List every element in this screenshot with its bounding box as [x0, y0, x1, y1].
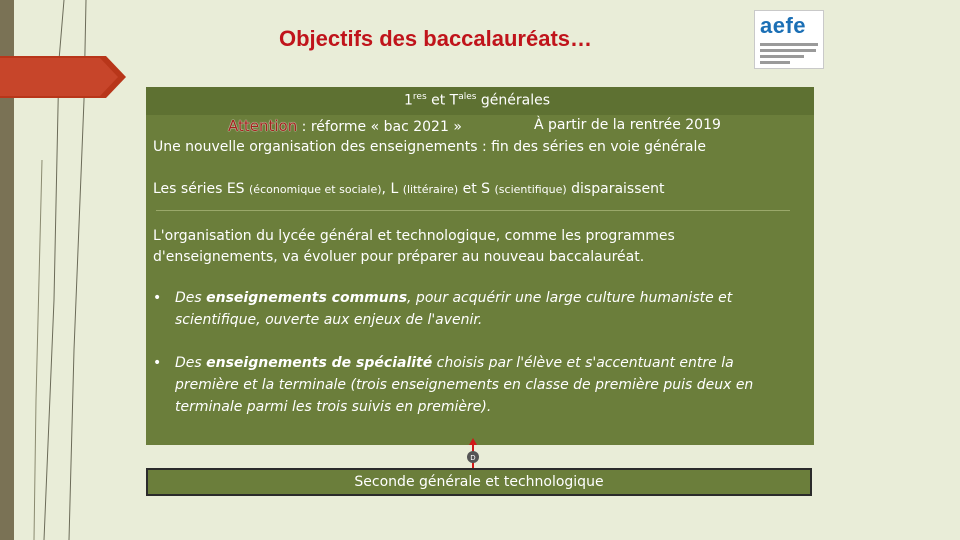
bullet-enseignements-specialite: • Des enseignements de spécialité choisis par l'élève et s'accentuant entre la première et la terminale (trois enseignements en classe de première puis deux en terminale parmi les trois suivis en première).: [153, 352, 793, 418]
attention-label: Attention: [228, 117, 298, 135]
section-heading: 1res et $T^{ales}$ générales: [404, 92, 551, 109]
connector-label: D: [470, 454, 476, 462]
seconde-box: [146, 468, 812, 496]
divider: [156, 210, 790, 211]
reform-date: À partir de la rentrée 2019: [534, 117, 721, 133]
bullet-dot: •: [153, 355, 162, 371]
up-arrow-connector: [466, 438, 480, 468]
orange-arrow-tab: [0, 56, 126, 98]
organisation-line: Une nouvelle organisation des enseignements : fin des séries en voie générale: [153, 139, 706, 155]
aefe-logo: [754, 10, 824, 69]
logo-subtitle-lines: [760, 43, 818, 67]
organisation-paragraph: L'organisation du lycée général et technologique, comme les programmes d'enseignements, va évoluer pour préparer au nouveau baccalauréat.: [153, 228, 675, 265]
seconde-label: Seconde générale et technologique: [354, 474, 604, 490]
bullet-dot: •: [153, 290, 162, 306]
series-line: Les séries ES (économique et sociale), L (littéraire) et S (scientifique) disparaissent: [153, 181, 665, 197]
slide-title: Objectifs des baccalauréats…: [279, 26, 593, 51]
logo-word: aefe: [760, 13, 807, 38]
reform-line: Attention : réforme « bac 2021 »: [228, 117, 462, 135]
main-content-box: [146, 87, 814, 445]
bullet-enseignements-communs: • Des enseignements communs, pour acquérir une large culture humaniste et scientifique, ouverte aux enjeux de l'avenir.: [153, 287, 793, 331]
